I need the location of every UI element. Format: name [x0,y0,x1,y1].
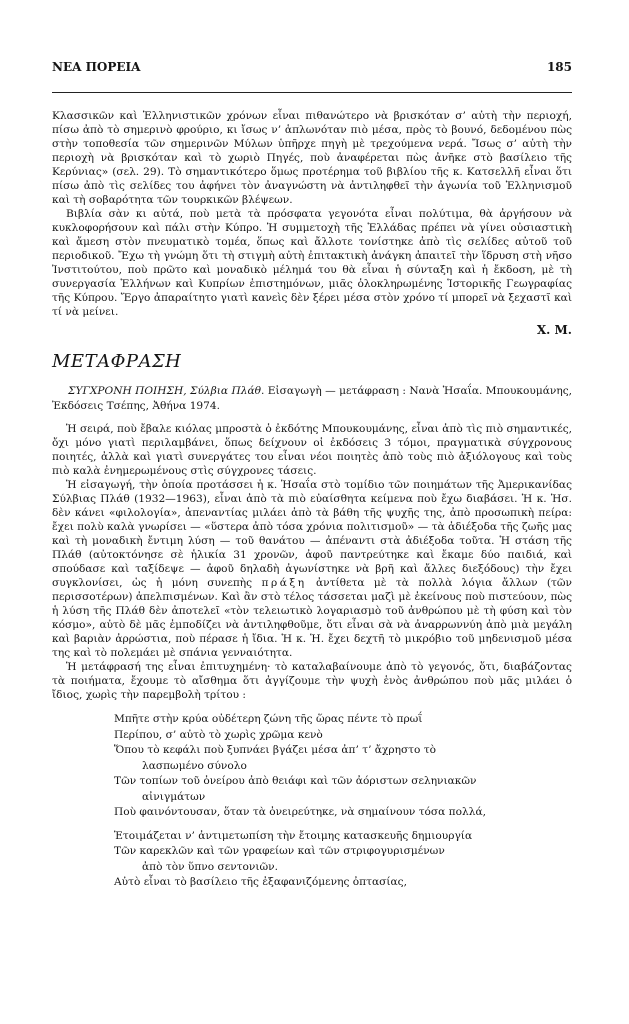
body-paragraph-2 [52,478,572,660]
poem-line: Περίπου, σ’ αὐτὸ τὸ χωρὶς χρῶμα κενὸ [114,728,323,741]
journal-title: ΝΕΑ ΠΟΡΕΙΑ [52,60,141,74]
document-page [52,60,572,891]
section-title: ΜΕΤΑΦΡΑΣΗ [52,351,182,372]
poem-line: Ὅπου τὸ κεφάλι ποὺ ξυπνάει βγάζει μέσα ἀπ’ τ’ ἄχρηστο τὸ [114,744,437,756]
body-paragraph-2b: ἀντίθετα μὲ τὰ πολλὰ λόγια ἄλλων (τῶν περισσοτέρων) ἀπελπισμένων. Καὶ ἂν στὸ τέλος τάσσεται μαζὶ μὲ ἐκείνους ποὺ πιστεύουν, πὼς ἡ λύση τῆς Πλάθ δὲν ἀποτελεῖ «τὸν τελειωτικὸ λογαριασμὸ τοῦ ἀνθρώπου μὲ τὴ φύση καὶ τὸν κόσμο», αὐτὸ δὲ μᾶς ἐμποδίζει νὰ ἀντιληφθοῦμε, ὅτι εἶναι σὰ νὰ ἀναρρωννύη ἀπὸ μιὰ μεγάλη καὶ βαριὰν ἀρρώστια, ποὺ πέρασε ἡ ἴδια. Ἡ κ. Ἡ. ἔχει δεχτῆ τὸ μικρόβιο τοῦ μηδενισμοῦ μέσα της καὶ τὸ πολεμάει μὲ σπάνια γενναιότητα. [52,577,573,659]
poem-line: Αὐτὸ εἶναι τὸ βασίλειο τῆς ἐξαφανιζόμενης ὀπτασίας, [114,876,407,888]
poem-line: λασπωμένο σύνολο [142,759,247,772]
intro-paragraph-2: Βιβλία σὰν κι αὐτά, ποὺ μετὰ τὰ πρόσφατα γεγονότα εἶναι πολύτιμα, θὰ ἀργήσουν νὰ κυκλοφορήσουν καὶ πάλι στὴν Κύπρο. Ἡ συμμετοχὴ τῆς Ἑλλάδας πρέπει νὰ γίνει οὐσιαστικὴ καὶ ἄμεση στὸν πνευματικὸ τομέα, ὅπως καὶ ἄλλοτε τονίστηκε ἀπὸ τὶς σελίδες αὐτοῦ τοῦ περιοδικοῦ. Ἔχω τὴ γνώμη ὅτι τὴ στιγμὴ αὐτὴ ἐπιτακτικὴ ἀνάγκη ἀπαιτεῖ τὴν ἵδρυση στὴ νῆσο Ἰνστιτούτου, ποὺ πρῶτο καὶ μοναδικὸ μέλημά του θὰ εἶναι ἡ σύνταξη καὶ ἡ ἔκδοση, μὲ τὴ συνεργασία Ἑλλήνων καὶ Κυπρίων ἐπιστημόνων, μιᾶς ὁλοκληρωμένης Ἱστορικῆς Γεωγραφίας τῆς Κύπρου. Ἔργο ἀπαραίτητο γιατὶ κανεὶς δὲν ξέρει μέσα στὸν χρόνο τί μπορεῖ νὰ ξεχαστῖ καὶ τί νὰ μείνει. [52,208,572,318]
running-header [52,60,572,80]
stanza-gap [114,821,572,829]
poem-line: Ποὺ φαινόντουσαν, ὅταν τὰ ὀνειρεύτηκε, νὰ σημαίνουν τόσα πολλά, [114,806,486,818]
spaced-word: πράξη [261,577,307,589]
review-title: ΣΥΓΧΡΟΝΗ ΠΟΙΗΣΗ, Σύλβια Πλάθ. [68,385,265,397]
poem-excerpt [114,712,572,891]
poem-line: Τῶν καρεκλῶν καὶ τῶν γραφείων καὶ τῶν στριφογυρισμένων [114,845,445,857]
author-signature: Χ. Μ. [536,323,572,337]
body-paragraph-1: Ἡ σειρά, ποὺ ἔβαλε κιόλας μπροστὰ ὁ ἐκδότης Μπουκουμάνης, εἶναι ἀπὸ τὶς πιὸ σημαντικές, ὄχι μόνο γιατὶ περιλαμβάνει, ὅπως δείχνουν οἱ ἐκδόσεις 3 τόμοι, πραγματικὰ σύγχρονους ποιητές, ἀλλὰ καὶ γιατὶ συνεργάτες του εἶναι νέοι ποιητὲς ἀπὸ τοὺς πιὸ ἀξιόλογους καὶ τοὺς πιὸ καλὰ ἐνημερωμένους στὶς σύγχρονες τάσεις. [52,423,572,477]
page-number: 185 [546,60,572,74]
poem-line: Μπῆτε στὴν κρύα οὐδέτερη ζώνη τῆς ὥρας πέντε τὸ πρωΐ [114,713,423,725]
review-details: Εἰσαγωγὴ — μετάφραση : Νανὰ Ἡσαΐα. Μπουκουμάνης, Ἐκδόσεις Τσέπης, Ἀθήνα 1974. [52,385,572,412]
body-paragraph-3: Ἡ μετάφρασή της εἶναι ἐπιτυχημένη· τὸ καταλαβαίνουμε ἀπὸ τὸ γεγονός, ὅτι, διαβάζοντας τὰ ποιήματα, ἔχουμε τὸ αἴσθημα ὅτι ἀγγίζουμε τὴν ψυχὴ ἑνὸς ἀνθρώπου ποὺ μᾶς μιλάει ὁ ἴδιος, χωρὶς τὴν παρεμβολὴ τρίτου : [52,661,572,701]
header-rule [52,92,572,93]
review-heading [52,384,572,414]
poem-line: Τῶν τοπίων τοῦ ὀνείρου ἀπὸ θειάφι καὶ τῶν ἀόριστων σεληνιακῶν [114,775,477,787]
poem-line: αἰνιγμάτων [142,790,206,803]
poem-line: ἀπὸ τὸν ὕπνο σεντονιῶν. [142,860,278,873]
body-paragraph-2a: Ἡ εἰσαγωγή, τὴν ὁποία προτάσσει ἡ κ. Ἡσαΐα στὸ τομίδιο τῶν ποιημάτων τῆς Ἀμερικανίδας Σύλβιας Πλάθ (1932—1963), εἶναι ἀπὸ τὰ πιὸ εὐαίσθητα κείμενα ποὺ ἔχω διαβάσει. Ἡ κ. Ἡσ. δὲν κάνει «φιλολογία», ἀπεναντίας μιλάει ἀπὸ τὰ βάθη τῆς ψυχῆς της, ἀπὸ προσωπικὴ πείρα: ἔχει πολὺ καλὰ γνωρίσει — «ὕστερα ἀπὸ τόσα χρόνια πολιτισμοῦ» — τὰ ἀδιέξοδα τῆς ζωῆς μας καὶ τὴ μοναδικὴ ἔντιμη λύση — τοῦ θανάτου — ἀπέναντι στὰ ἀδιέξοδα τοῦτα. Ἡ στάση τῆς Πλάθ (αὐτοκτόνησε σὲ ἡλικία 31 χρονῶν, ἀφοῦ παντρεύτηκε καὶ ἔκαμε δύο παιδιά, καὶ σπούδασε καὶ ταξίδεψε — ἀφοῦ δηλαδὴ ἀγωνίστηκε νὰ βρῆ καὶ ἄλλες διεξόδους) τὴν ἔχει συγκλονίσει, ὡς ἡ μόνη συνεπὴς [52,479,572,589]
poem-line: Ἑτοιμάζεται ν’ ἀντιμετωπίση τὴν ἔτοιμης κατασκευῆς δημιουργία [114,829,473,842]
intro-paragraph-1: Κλασσικῶν καὶ Ἑλληνιστικῶν χρόνων εἶναι πιθανώτερο νὰ βρισκόταν σ’ αὐτὴ τὴν περιοχή, πίσω ἀπὸ τὸ σημερινὸ φρούριο, κι ἴσως ν’ ἁπλωνόταν πιὸ μέσα, πρὸς τὸ βουνό, δεδομένου πὼς στὴν τοποθεσία τῶν σημερινῶν Μύλων ὑπῆρχε πηγὴ μὲ τρεχούμενα νερά. Ἴσως σ’ αὐτὴ τὴν περιοχὴ νὰ βρισκόταν καὶ τὸ χωριὸ Πηγές, ποὺ ἀναφέρεται πὼς ἀνῆκε στὸ βασίλειο τῆς Κερύνιας» (σελ. 29). Τὸ σημαντικότερο ὅμως προτέρημα τοῦ βιβλίου τῆς κ. Κατσελλῆ εἶναι ὅτι πίσω ἀπὸ τὶς σελίδες του ἀφήνει τὸν ἀναγνώστη νὰ ἀντιληφθεῖ τὴν ἀγωνία τοῦ Ἑλληνισμοῦ καὶ τὴ σοβαρότητα τῶν τουρκικῶν βλέψεων. [52,110,572,206]
